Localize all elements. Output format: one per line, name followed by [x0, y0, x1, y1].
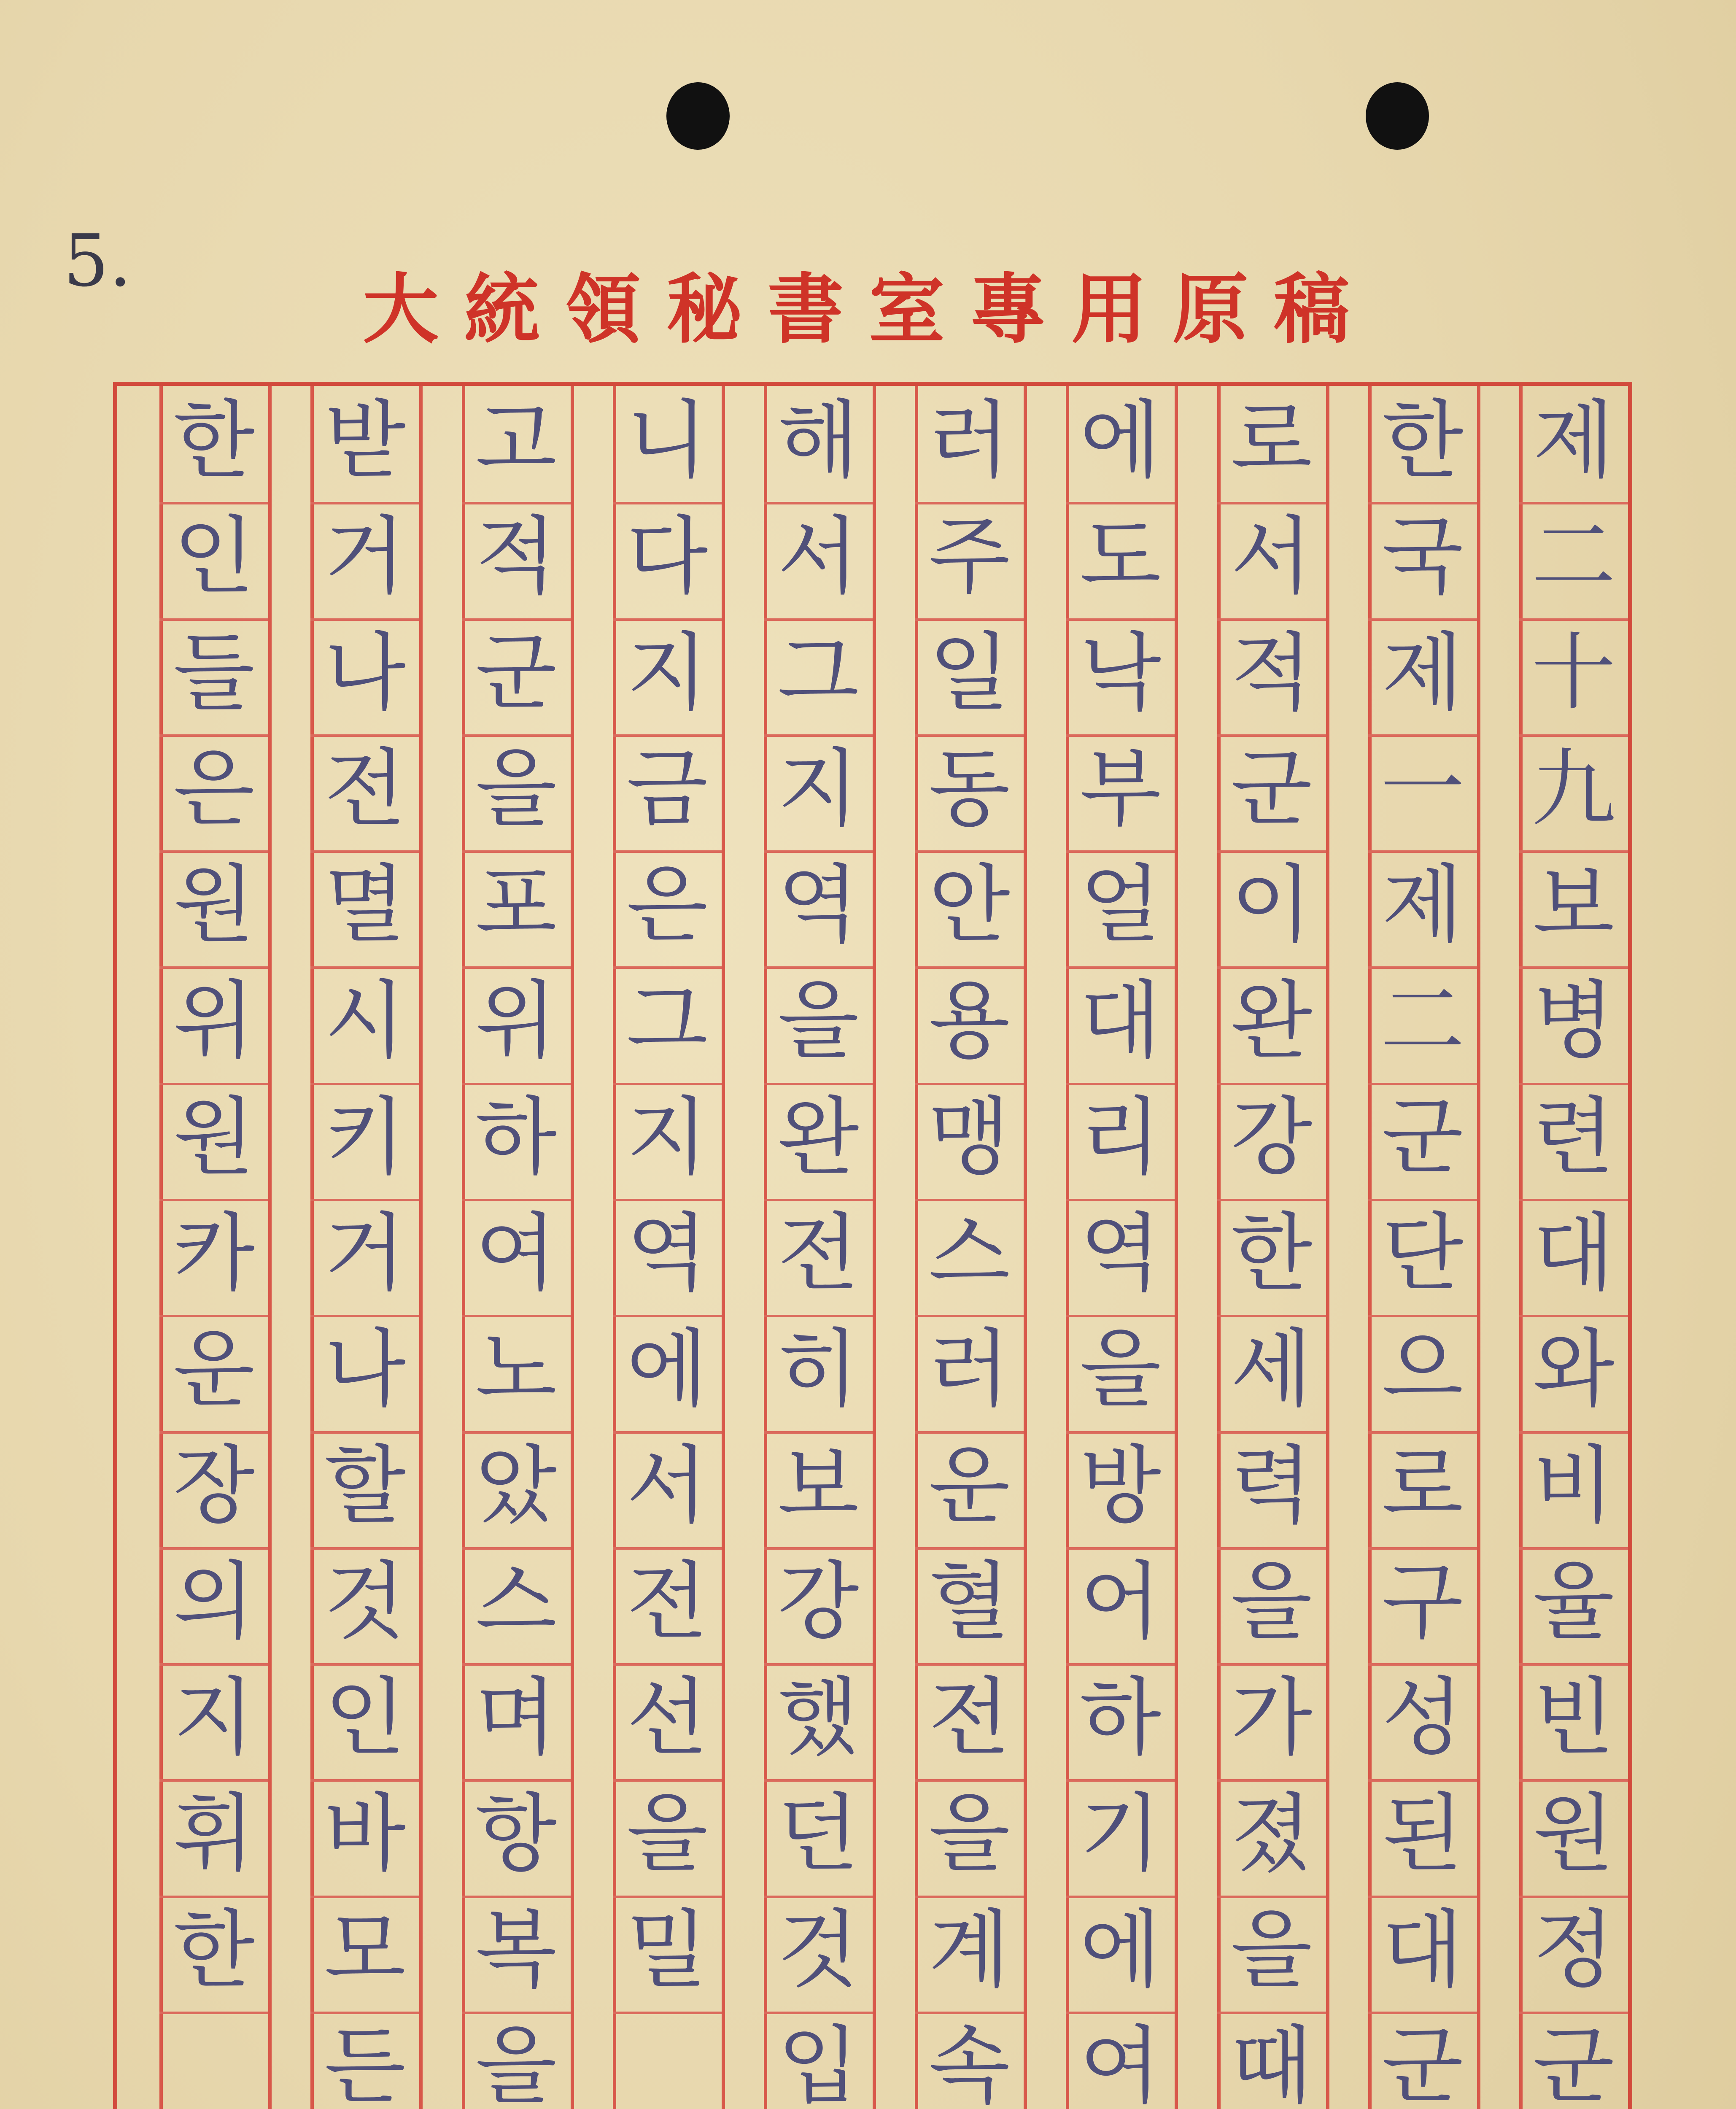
handwritten-char: 율	[1533, 1552, 1615, 1651]
handwritten-char: 해	[777, 391, 859, 490]
handwritten-char: 것	[324, 1552, 406, 1651]
handwritten-char: 스	[475, 1552, 557, 1651]
handwritten-char: 위	[475, 972, 557, 1071]
handwritten-char: 단	[1382, 1204, 1464, 1303]
handwritten-char: 보	[1533, 856, 1615, 955]
handwritten-char: 여	[475, 1204, 557, 1303]
handwritten-char: 로	[1382, 1436, 1464, 1535]
handwritten-char: 할	[324, 1436, 406, 1535]
handwritten-char: 이	[1231, 856, 1313, 955]
punch-hole-left	[666, 82, 730, 150]
handwritten-char: 을	[475, 2017, 557, 2109]
handwritten-char: 전	[626, 1552, 708, 1651]
handwritten-char: 군	[1533, 2017, 1615, 2109]
handwritten-char: 히	[777, 1320, 859, 1419]
handwritten-char: 일	[928, 623, 1010, 722]
handwritten-char: 나	[324, 1320, 406, 1419]
handwritten-char: 혈	[928, 1552, 1010, 1651]
manuscript-column-4	[1066, 386, 1175, 2109]
handwritten-char: 속	[928, 2017, 1010, 2109]
handwritten-char: 군	[1382, 2017, 1464, 2109]
handwritten-char: 대	[1382, 1901, 1464, 1999]
handwritten-char: 완	[777, 1088, 859, 1187]
handwritten-char: 을	[777, 972, 859, 1071]
handwritten-char: 완	[1231, 972, 1313, 1071]
handwritten-char: 전	[777, 1204, 859, 1303]
handwritten-char: 을	[1231, 1901, 1313, 1999]
handwritten-char: 가	[1231, 1669, 1313, 1767]
handwritten-char: 구	[1382, 1552, 1464, 1651]
handwritten-char: 그	[626, 972, 708, 1071]
handwritten-char: 던	[777, 1785, 859, 1883]
grid-column-line	[268, 386, 272, 2109]
handwritten-char: 거	[324, 1204, 406, 1303]
handwritten-char: 부	[1079, 739, 1162, 838]
handwritten-char: 휘	[173, 1785, 255, 1883]
handwritten-char: 하	[1079, 1669, 1162, 1767]
handwritten-char: 기	[1079, 1785, 1162, 1883]
handwritten-char: 은	[173, 739, 255, 838]
manuscript-column-3	[1217, 386, 1326, 2109]
handwritten-char: 맹	[928, 1088, 1010, 1187]
handwritten-char: 전	[324, 739, 406, 838]
handwritten-char: 인	[324, 1669, 406, 1767]
manuscript-column-6	[764, 386, 873, 2109]
manuscript-column-7	[613, 386, 722, 2109]
handwritten-char: 리	[1079, 1088, 1162, 1187]
manuscript-column-9	[310, 386, 419, 2109]
handwritten-char: 받	[324, 391, 406, 490]
grid-column-line	[1326, 386, 1329, 2109]
grid-column-line	[722, 386, 725, 2109]
handwritten-char: 복	[475, 1901, 557, 1999]
handwritten-char: 지	[626, 1088, 708, 1187]
handwritten-char: 의	[173, 1552, 255, 1651]
handwritten-char: 때	[1231, 2017, 1313, 2109]
handwritten-char: 을	[1231, 1552, 1313, 1651]
grid-column-line	[419, 386, 423, 2109]
handwritten-char: 포	[475, 856, 557, 955]
handwritten-char: 서	[777, 507, 859, 606]
handwritten-char: 주	[928, 507, 1010, 606]
handwritten-char: 서	[626, 1436, 708, 1535]
handwritten-char: 을	[626, 1785, 708, 1883]
handwritten-char: 다	[626, 507, 708, 606]
handwritten-char: 력	[1231, 1436, 1313, 1535]
grid-column-line	[571, 386, 574, 2109]
handwritten-char: 스	[928, 1204, 1010, 1303]
handwritten-char: 十	[1531, 623, 1616, 722]
handwritten-char: 키	[324, 1088, 406, 1187]
manuscript-column-5	[915, 386, 1024, 2109]
handwritten-char: 성	[1382, 1669, 1464, 1767]
manuscript-column-1	[1519, 386, 1628, 2109]
handwritten-char: 원	[173, 1088, 255, 1187]
handwritten-char: 금	[626, 739, 708, 838]
handwritten-char: 밀	[626, 1901, 708, 1999]
grid-column-line	[1477, 386, 1480, 2109]
handwritten-char: 한	[173, 391, 255, 490]
handwritten-char: 니	[626, 391, 708, 490]
handwritten-char: 을	[1079, 1320, 1162, 1419]
handwritten-char: 안	[928, 856, 1010, 955]
handwritten-char: 비	[1533, 1436, 1615, 1535]
handwritten-char: 바	[324, 1785, 406, 1883]
handwritten-char: 은	[626, 856, 708, 955]
manuscript-column-2	[1368, 386, 1477, 2109]
handwritten-char: 고	[475, 391, 557, 490]
handwritten-char: 을	[928, 1785, 1010, 1883]
handwritten-char: 대	[1079, 972, 1162, 1071]
handwritten-char: 국	[1382, 507, 1464, 606]
handwritten-char: 역	[626, 1204, 708, 1303]
handwritten-char: 인	[173, 507, 255, 606]
handwritten-char: 나	[324, 623, 406, 722]
handwritten-char: 지	[777, 739, 859, 838]
handwritten-char: 장	[173, 1436, 255, 1535]
handwritten-char: 운	[173, 1320, 255, 1419]
handwritten-char: 에	[626, 1320, 708, 1419]
handwritten-char: 적	[475, 507, 557, 606]
handwritten-char: 카	[173, 1204, 255, 1303]
handwritten-char: 한	[1382, 391, 1464, 490]
handwritten-char: 으	[1382, 1320, 1464, 1419]
handwritten-char: 二	[1380, 972, 1465, 1071]
handwritten-char: 러	[928, 1320, 1010, 1419]
handwritten-char: 에	[1079, 391, 1162, 490]
handwritten-char: 정	[1533, 1901, 1615, 1999]
manuscript-column-10	[159, 386, 268, 2109]
handwritten-char: 했	[777, 1669, 859, 1767]
manuscript-grid	[113, 382, 1632, 2109]
handwritten-char: 어	[1079, 1552, 1162, 1651]
handwritten-char: 하	[475, 1088, 557, 1187]
handwritten-char: 한	[1231, 1204, 1313, 1303]
handwritten-char: 용	[928, 972, 1010, 1071]
handwritten-char: 운	[928, 1436, 1010, 1535]
handwritten-char: 선	[626, 1669, 708, 1767]
handwritten-char: 강	[1231, 1088, 1313, 1187]
handwritten-char: 원	[173, 856, 255, 955]
handwritten-char: 제	[1533, 391, 1615, 490]
handwritten-char: 제	[1382, 623, 1464, 722]
handwritten-char: 된	[1382, 1785, 1464, 1883]
page-title: 大統領秘書室專用原稿	[362, 265, 1375, 354]
handwritten-char: 군	[475, 623, 557, 722]
handwritten-char: 위	[173, 972, 255, 1071]
handwritten-char: 모	[324, 1901, 406, 1999]
handwritten-char: 동	[928, 739, 1010, 838]
handwritten-char: 적	[1231, 623, 1313, 722]
handwritten-char: 역	[1079, 1204, 1162, 1303]
handwritten-char: 노	[475, 1320, 557, 1419]
handwritten-char: 얼	[1079, 856, 1162, 955]
handwritten-char: 며	[475, 1669, 557, 1767]
handwritten-char: 았	[475, 1436, 557, 1535]
handwritten-char: 로	[1231, 391, 1313, 490]
handwritten-char: 제	[1382, 856, 1464, 955]
handwritten-char: 한	[173, 1901, 255, 1999]
handwritten-char: 강	[777, 1552, 859, 1651]
handwritten-char: 러	[928, 391, 1010, 490]
handwritten-char: 여	[1079, 2017, 1162, 2109]
handwritten-char: 입	[777, 2017, 859, 2109]
page-number: 5.	[63, 219, 132, 303]
handwritten-char: 보	[777, 1436, 859, 1535]
grid-column-line	[1175, 386, 1178, 2109]
handwritten-char: 낙	[1079, 623, 1162, 722]
handwritten-char: 련	[1533, 1088, 1615, 1187]
handwritten-char: 그	[777, 623, 859, 722]
handwritten-char: 역	[777, 856, 859, 955]
handwritten-char: 군	[1382, 1088, 1464, 1187]
grid-column-line	[1024, 386, 1027, 2109]
handwritten-char: 거	[324, 507, 406, 606]
handwritten-char: 전	[928, 1669, 1010, 1767]
handwritten-char: 것	[777, 1901, 859, 1999]
handwritten-char: 군	[1231, 739, 1313, 838]
handwritten-char: 二	[1531, 507, 1616, 606]
handwritten-char: 을	[475, 739, 557, 838]
handwritten-char: 병	[1533, 972, 1615, 1071]
handwritten-char: 든	[324, 2017, 406, 2109]
grid-column-line	[873, 386, 876, 2109]
handwritten-char: 시	[324, 972, 406, 1071]
handwritten-char: 지	[626, 623, 708, 722]
handwritten-char: 원	[1533, 1785, 1615, 1883]
handwritten-char: 지	[173, 1669, 255, 1767]
handwritten-char: 와	[1533, 1320, 1615, 1419]
handwritten-char: 도	[1079, 507, 1162, 606]
handwritten-char: 방	[1079, 1436, 1162, 1535]
handwritten-char: 세	[1231, 1320, 1313, 1419]
handwritten-char: 一	[1380, 739, 1465, 838]
manuscript-column-8	[462, 386, 571, 2109]
handwritten-char: 빈	[1533, 1669, 1615, 1767]
punch-hole-right	[1366, 82, 1429, 150]
handwritten-char: 대	[1533, 1204, 1615, 1303]
handwritten-char: 졌	[1231, 1785, 1313, 1883]
handwritten-char: 에	[1079, 1901, 1162, 1999]
handwritten-char: 들	[173, 623, 255, 722]
handwritten-char: 계	[928, 1901, 1010, 1999]
handwritten-char: 九	[1531, 739, 1616, 838]
handwritten-char: 서	[1231, 507, 1313, 606]
handwritten-char: 항	[475, 1785, 557, 1883]
handwritten-char: 멸	[324, 856, 406, 955]
